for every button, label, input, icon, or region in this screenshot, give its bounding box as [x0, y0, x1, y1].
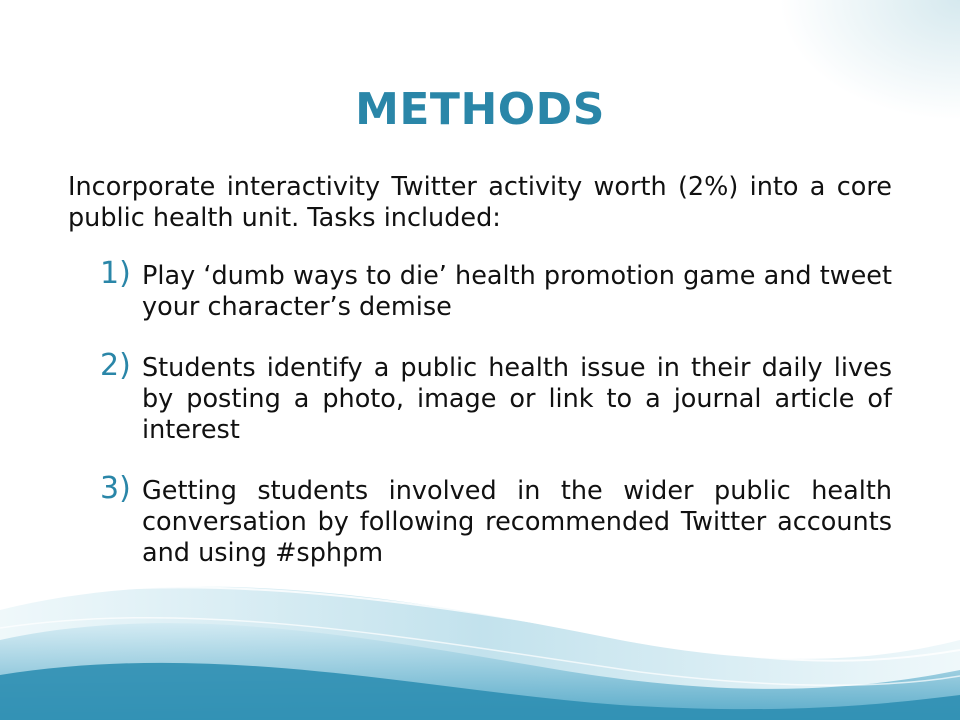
- slide-title: METHODS: [355, 84, 605, 135]
- intro-paragraph: Incorporate interactivity Twitter activity worth (2%) into a core public health unit. Tasks included:: [68, 172, 892, 233]
- list-item-text: Play ‘dumb ways to die’ health promotion game and tweet your character’s demise: [142, 261, 892, 322]
- list-item: [100, 471, 892, 569]
- list-item-text: Getting students involved in the wider public health conversation by following recommended Twitter accounts and using #sphpm: [142, 476, 892, 568]
- list-item: [100, 256, 892, 323]
- list-number: 3): [100, 471, 131, 506]
- list-number: 1): [100, 256, 131, 291]
- list-item-text: Students identify a public health issue in their daily lives by posting a photo, image or link to a journal article of interest: [142, 353, 892, 445]
- list-number: 2): [100, 348, 131, 383]
- list-item: [100, 348, 892, 446]
